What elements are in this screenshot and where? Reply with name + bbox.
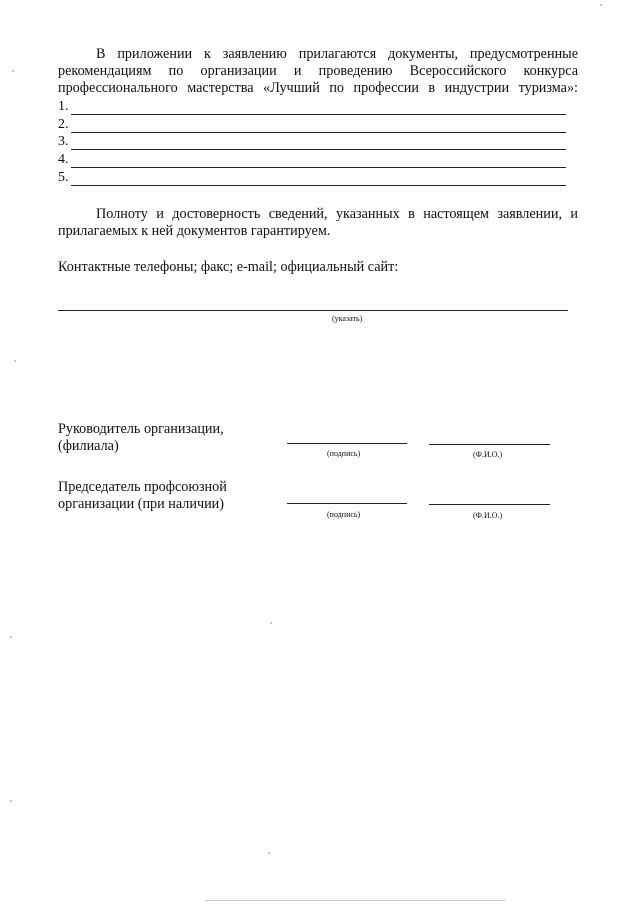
guarantee-line-1: Полноту и достоверность сведений, указанных в настоящем заявлении, и bbox=[96, 206, 578, 222]
head-signature-line[interactable] bbox=[287, 443, 407, 444]
head-label-line-2: (филиала) bbox=[58, 438, 119, 454]
attachment-item-4 bbox=[58, 152, 566, 168]
attachment-item-5 bbox=[58, 170, 566, 186]
attachment-number: 3. bbox=[58, 134, 69, 149]
attachment-fill-line[interactable] bbox=[71, 185, 566, 186]
attachments-intro-paragraph bbox=[58, 46, 578, 97]
attachment-number: 4. bbox=[58, 152, 69, 167]
attachment-number: 5. bbox=[58, 170, 69, 185]
attachment-item-3 bbox=[58, 134, 566, 150]
head-label-line-1: Руководитель организации, bbox=[58, 421, 224, 437]
attachment-number: 1. bbox=[58, 99, 69, 114]
union-chair-fio-caption: (Ф.И.О.) bbox=[473, 511, 503, 520]
scan-speck bbox=[600, 4, 602, 6]
attachment-fill-line[interactable] bbox=[71, 114, 566, 115]
scan-speck bbox=[14, 360, 16, 362]
head-fio-caption: (Ф.И.О.) bbox=[473, 450, 503, 459]
contacts-fill-line[interactable] bbox=[58, 310, 568, 311]
scan-speck bbox=[10, 800, 12, 802]
scan-speck bbox=[270, 622, 272, 624]
union-chair-signature-line[interactable] bbox=[287, 503, 407, 504]
guarantee-line-2: прилагаемых к ней документов гарантируем. bbox=[58, 223, 331, 239]
intro-line-3: профессионального мастерства «Лучший по профессии в индустрии туризма»: bbox=[58, 80, 578, 96]
attachment-item-2 bbox=[58, 117, 566, 133]
union-chair-fio-line[interactable] bbox=[429, 504, 550, 505]
attachment-fill-line[interactable] bbox=[71, 132, 566, 133]
intro-line-2: рекомендациям по организации и проведению Всероссийского конкурса bbox=[58, 63, 578, 79]
contacts-caption: (указать) bbox=[332, 314, 363, 323]
contacts-label: Контактные телефоны; факс; e-mail; официальный сайт: bbox=[58, 259, 399, 275]
attachment-fill-line[interactable] bbox=[71, 149, 566, 150]
scan-speck bbox=[268, 852, 270, 854]
scan-bottom-edge bbox=[205, 900, 505, 901]
scan-speck bbox=[10, 636, 12, 638]
scan-speck bbox=[12, 70, 14, 72]
union-chair-signature-label bbox=[58, 479, 278, 513]
head-fio-line[interactable] bbox=[429, 444, 550, 445]
attachment-number: 2. bbox=[58, 117, 69, 132]
head-signature-caption: (подпись) bbox=[327, 449, 361, 458]
chair-label-line-1: Председатель профсоюзной bbox=[58, 479, 227, 495]
head-signature-label bbox=[58, 421, 278, 455]
attachment-item-1 bbox=[58, 99, 566, 115]
chair-label-line-2: организации (при наличии) bbox=[58, 496, 224, 512]
union-chair-signature-caption: (подпись) bbox=[327, 510, 361, 519]
guarantee-paragraph bbox=[58, 206, 578, 240]
intro-line-1: В приложении к заявлению прилагаются документы, предусмотренные bbox=[96, 46, 578, 62]
attachment-fill-line[interactable] bbox=[71, 167, 566, 168]
